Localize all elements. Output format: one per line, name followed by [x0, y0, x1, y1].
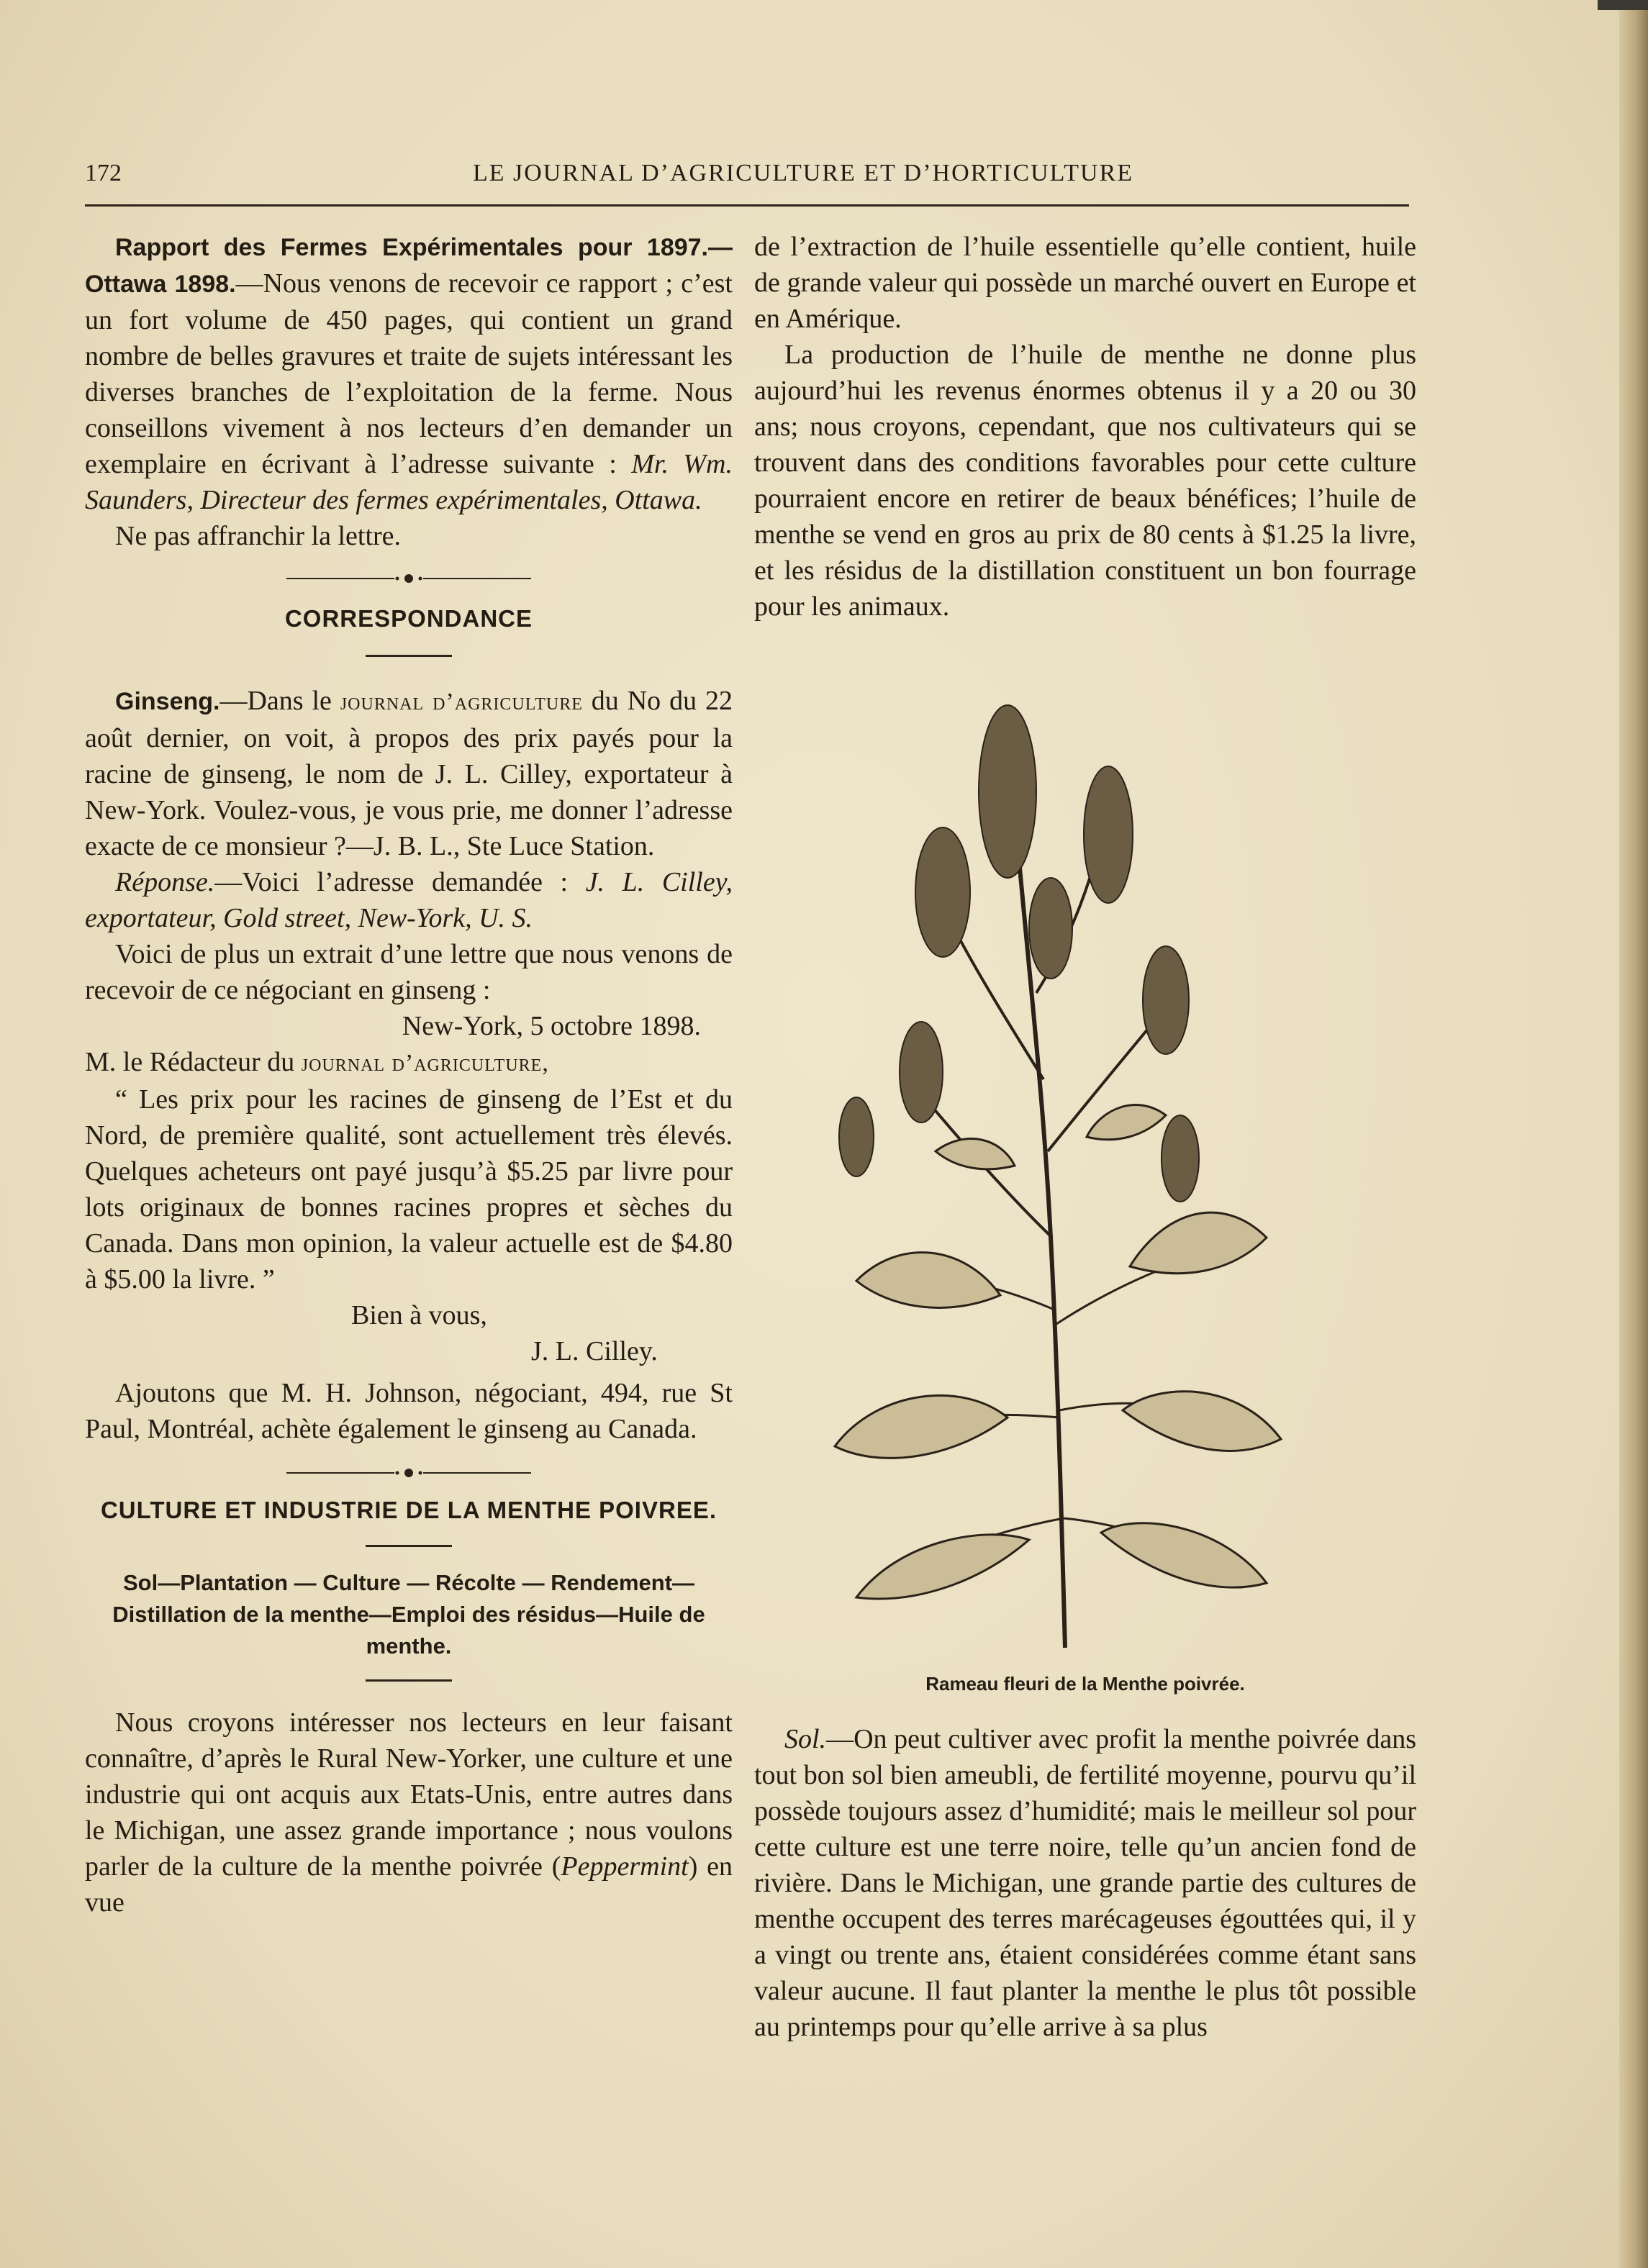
right-column-lower	[754, 1721, 1416, 2045]
reponse-text: —Voici l’adresse demandée :	[214, 867, 586, 897]
ginseng-paragraph	[85, 683, 733, 864]
right-paragraph-2: La production de l’huile de menthe ne donne plus aujourd’hui les revenus énormes obtenus il y a 20 ou 30 ans; nous croyons, cependant, que nos cultivateurs qui se trouvent dans des conditions favorables pour cette culture pourraient encore en retirer de beaux bénéfices; l’huile de menthe se vend en gros au prix de 80 cents à $1.25 la livre, et les résidus de la distillation constituent un bon fourrage pour les animaux.	[754, 340, 1416, 622]
running-header	[85, 160, 1409, 189]
peppermint-branch-illustration	[792, 691, 1367, 1662]
rapport-body: —Nous venons de recevoir ce rapport ; c’est un fort volume de 450 pages, qui contient un grand nombre de belles gravures et traite de sujets intéressant les diverses branches de l’exploitation de la ferme. Nous conseillons vivement à nos lecteurs d’en demander un exemplaire en écrivant à l’adresse suivante :	[85, 268, 733, 479]
culture-peppermint: Peppermint	[561, 1851, 689, 1882]
page-binding-edge	[1619, 0, 1648, 2268]
letter-salutation-journal: journal d’agriculture,	[301, 1050, 549, 1076]
left-column	[85, 229, 733, 1920]
culture-heading: CULTURE ET INDUSTRIE DE LA MENTHE POIVREE.	[100, 1497, 717, 1523]
right-column	[754, 229, 1416, 625]
reponse-paragraph	[85, 864, 733, 936]
letter-body: “ Les prix pour les racines de ginseng de l’Est et du Nord, de première qualité, sont actuellement très élevés. Quelques acheteurs ont payé jusqu’à $5.25 par livre pour lots originaux de bonnes racines propres et sèches du Canada. Dans mon opinion, la valeur actuelle est de $4.80 à $5.00 la livre. ”	[85, 1084, 733, 1294]
sol-paragraph	[754, 1721, 1416, 2045]
letter-salutation-text: M. le Rédacteur du	[85, 1047, 302, 1077]
reponse-address: J. L. Cilley, exportateur, Gold street, New-York, U. S.	[85, 867, 733, 933]
letter-closing: Bien à vous,	[351, 1300, 487, 1330]
illustration-caption	[754, 1671, 1416, 1697]
ornament-divider	[286, 564, 531, 593]
rapport-note: Ne pas affranchir la lettre.	[115, 521, 402, 551]
sol-text: —On peut cultiver avec profit la menthe poivrée dans tout bon sol bien ameubli, de fertilité moyenne, pourvu qu’il possède toujours assez d’humidité; mais le meilleur sol pour cette culture est une terre noire, telle qu’un ancien fond de rivière. Dans le Michigan, une grande partie des cultures de menthe occupent des terres marécageuses égouttées qui, il y a vingt ou trente ans, étaient considérées comme étant sans valeur aucune. Il faut planter la menthe le plus tôt possible au printemps pour qu’elle arrive à sa plus	[754, 1724, 1416, 2042]
letter-signature: J. L. Cilley.	[531, 1336, 658, 1366]
correspondance-heading: CORRESPONDANCE	[284, 605, 533, 632]
page-number: 172	[85, 160, 122, 186]
caption-text: Rameau fleuri de la Menthe poivrée.	[925, 1673, 1245, 1695]
ginseng-intro: —Dans le	[219, 686, 332, 716]
rapport-title: Rapport des Fermes Expérimentales pour 1897.—Ottawa 1898.	[85, 234, 733, 298]
page-corner-mark	[1598, 0, 1648, 10]
right-paragraph-1: de l’extraction de l’huile essentielle qu’elle contient, huile de grande valeur qui possède un marché ouvert en Europe et en Amérique.	[754, 232, 1416, 334]
culture-paragraph	[85, 1705, 733, 1920]
ginseng-journal-name: journal d’agriculture	[340, 689, 583, 715]
johnson-paragraph: Ajoutons que M. H. Johnson, négociant, 494, rue St Paul, Montréal, achète également le ginseng au Canada.	[85, 1378, 733, 1444]
culture-text-end: ) en vue	[85, 1851, 733, 1918]
short-rule-2	[366, 1545, 452, 1547]
ornament-divider-2	[286, 1459, 531, 1487]
header-rule	[85, 204, 1409, 207]
sol-label: Sol.	[784, 1724, 827, 1754]
reponse-label: Réponse.	[115, 867, 215, 897]
extract-intro: Voici de plus un extrait d’une lettre que nous venons de recevoir de ce négociant en ginseng :	[85, 939, 733, 1005]
short-rule-3	[366, 1679, 452, 1682]
letter-date: New-York, 5 octobre 1898.	[402, 1011, 701, 1041]
culture-subheading: Sol—Plantation — Culture — Récolte — Rendement—Distillation de la menthe—Emploi des résidus—Huile de menthe.	[112, 1570, 705, 1659]
rapport-address: Mr. Wm. Saunders, Directeur des fermes expérimentales, Ottawa.	[85, 449, 733, 515]
short-rule	[366, 655, 452, 657]
journal-title: LE JOURNAL D’AGRICULTURE ET D’HORTICULTURE	[472, 160, 1134, 186]
culture-text: Nous croyons intéresser nos lecteurs en leur faisant connaître, d’après le Rural New-Yorker, une culture et une industrie qui ont acquis aux Etats-Unis, entre autres dans le Michigan, une assez grande importance ; nous voulons parler de la culture de la menthe poivrée (	[85, 1707, 733, 1882]
rapport-paragraph	[85, 229, 733, 518]
ginseng-title: Ginseng.	[115, 688, 220, 715]
letter-salutation	[85, 1044, 733, 1081]
ginseng-text: du No du 22 août dernier, on voit, à propos des prix payés pour la racine de ginseng, le nom de J. L. Cilley, exportateur à New-York. Voulez-vous, je vous prie, me donner l’adresse exacte de ce monsieur ?—J. B. L., Ste Luce Station.	[85, 686, 733, 861]
